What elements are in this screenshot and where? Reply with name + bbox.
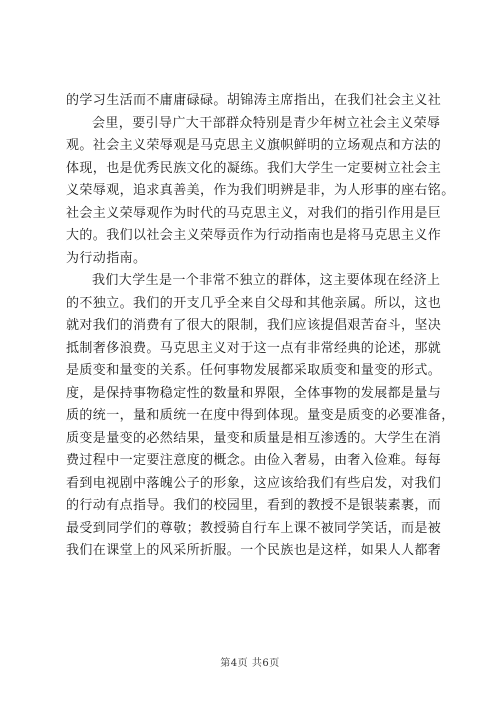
text-line: 抵制奢侈浪费。马克思主义对于这一点有非常经典的论述，那就 [66,340,442,356]
paragraph-1 [66,90,442,113]
text-line: 看到电视剧中落魄公子的形象，这应该给我们有些启发，对我们 [66,475,442,491]
text-line: 是质变和量变的关系。任何事物发展都采取质变和量变的形式。 [66,363,442,378]
text-line: 我们大学生是一个非常不独立的群体，这主要体现在经济上 [92,273,441,288]
text-line: 为行动指南。 [66,250,147,266]
text-line: 我们在课堂上的风采所折服。一个民族也是这样，如果人人都奢 [66,543,442,558]
page-number-footer: 第4页 共6页 [220,658,280,669]
text-line: 会里，要引导广大干部群众特别是青少年树立社会主义荣辱 [92,115,441,131]
paragraph-2 [66,113,455,271]
text-line: 就对我们的消费有了很大的限制，我们应该提倡艰苦奋斗，坚决 [66,318,442,333]
text-line: 最受到同学们的尊敬；教授骑自行车上课不被同学笑话，而是被 [66,520,442,536]
text-line: 社会主义荣辱观作为时代的马克思主义，对我们的指引作用是巨 [66,205,442,221]
text-line: 的学习生活而不庸庸碌碌。胡锦涛主席指出，在我们社会主义社 [66,93,442,108]
text-line: 度，是保持事物稳定性的数量和界限，全体事物的发展都是量与 [66,385,442,401]
text-line: 大的。我们以社会主义荣辱贡作为行动指南也是将马克思主义作 [66,228,442,243]
text-line: 体现，也是优秀民族文化的凝练。我们大学生一定要树立社会主 [66,160,442,176]
text-line: 的行动有点指导。我们的校园里，看到的教授不是银装素裹，而 [66,498,442,513]
text-line: 的不独立。我们的开支几乎全来自父母和其他亲属。所以，这也 [66,295,442,311]
text-line: 观。社会主义荣辱观是马克思主义旗帜鲜明的立场观点和方法的 [66,138,442,153]
body-text [66,90,455,563]
text-line: 费过程中一定要注意度的概念。由俭入奢易，由奢入俭难。每每 [66,453,442,468]
text-line: 义荣辱观，追求真善美，作为我们明辨是非，为人形事的座右铭。 [66,183,455,198]
paragraph-3 [66,270,455,563]
text-line: 质变是量变的必然结果，量变和质量是相互渗透的。大学生在消 [66,430,442,446]
text-line: 质的统一，量和质统一在度中得到体现。量变是质变的必要准备， [66,408,455,423]
